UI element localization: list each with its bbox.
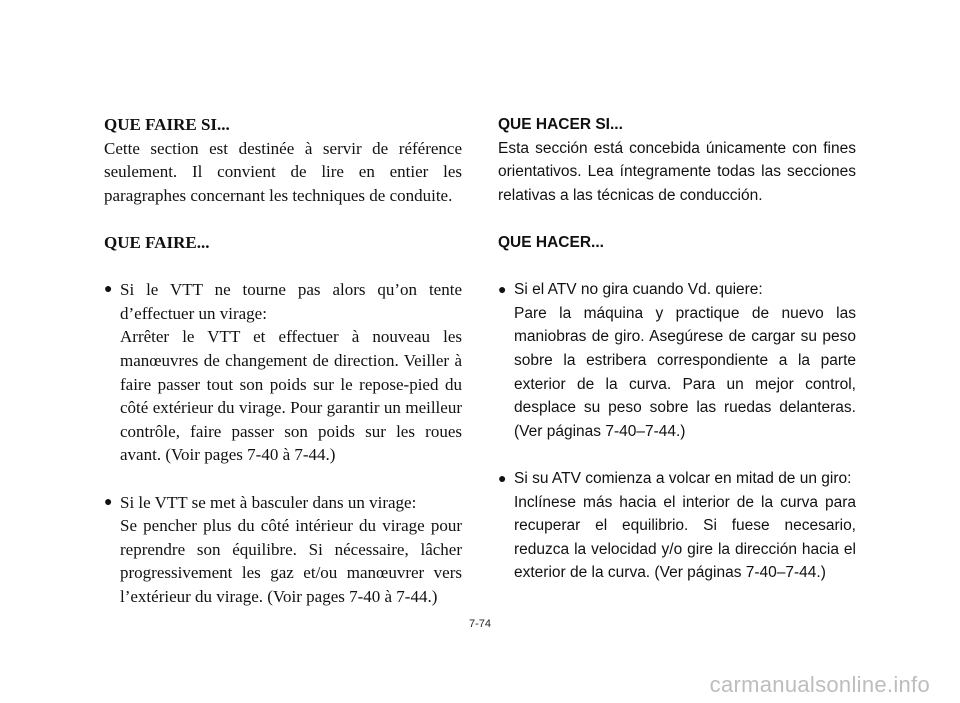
page-number: 7-74 bbox=[468, 618, 492, 630]
spanish-column bbox=[498, 113, 856, 585]
french-item-1 bbox=[104, 278, 462, 467]
spanish-item-1-condition: Si el ATV no gira cuando Vd. quiere: bbox=[514, 281, 763, 299]
spanish-item-2-condition: Si su ATV comienza a volcar en mitad de un giro: bbox=[514, 469, 852, 487]
french-column bbox=[104, 113, 462, 608]
bullet-icon: ● bbox=[104, 494, 113, 510]
spanish-item-1-action: Pare la máquina y practique de nuevo las maniobras de giro. Asegúrese de cargar su peso sobre la estribera correspondiente a la parte exterior de la curva. Para un mejor control, desplace su peso sobre las ruedas delanteras. (Ver páginas 7-40–7-44.) bbox=[514, 304, 856, 440]
spanish-item-2-action: Inclínese más hacia el interior de la curva para recuperar el equilibrio. Si fuese necesario, reduzca la velocidad y/o gire la dirección hacia el exterior de la curva. (Ver páginas 7-40–7-44.) bbox=[514, 493, 856, 582]
spanish-item-2 bbox=[498, 467, 856, 585]
spanish-item-1 bbox=[498, 278, 856, 443]
french-heading: QUE FAIRE SI... bbox=[104, 115, 230, 134]
bullet-icon: ● bbox=[104, 282, 113, 298]
spanish-subheading: QUE HACER... bbox=[498, 233, 604, 251]
french-item-1-condition: Si le VTT ne tourne pas alors qu’on tente d’effectuer un virage: bbox=[120, 280, 462, 323]
spanish-heading: QUE HACER SI... bbox=[498, 116, 623, 133]
french-item-1-action: Arrêter le VTT et effectuer à nouveau les manœuvres de changement de direction. Veiller à faire passer tout son poids sur le repose-pied du côté extérieur du virage. Pour garantir un meilleur contrôle, faire passer son poids sur les roues avant. (Voir pages 7-40 à 7-44.) bbox=[120, 327, 462, 465]
french-item-2 bbox=[104, 491, 462, 609]
french-intro: Cette section est destinée à servir de référence seulement. Il convient de lire en entier les paragraphes concernant les techniques de conduite. bbox=[104, 138, 462, 205]
bullet-icon: ● bbox=[498, 281, 507, 298]
spanish-intro: Esta sección está concebida únicamente con fines orientativos. Lea íntegramente todas las secciones relativas a las técnicas de conducción. bbox=[498, 139, 856, 204]
french-item-2-action: Se pencher plus du côté intérieur du virage pour reprendre son équilibre. Si nécessaire, lâcher progressivement les gaz et/ou manœuvrer vers l’extérieur du virage. (Voir pages 7-40 à 7-44.) bbox=[120, 516, 462, 606]
french-item-2-condition: Si le VTT se met à basculer dans un virage: bbox=[120, 492, 417, 512]
bullet-icon: ● bbox=[498, 469, 507, 486]
watermark: carmanualsonline.info bbox=[709, 672, 930, 697]
french-subheading: QUE FAIRE... bbox=[104, 232, 210, 252]
